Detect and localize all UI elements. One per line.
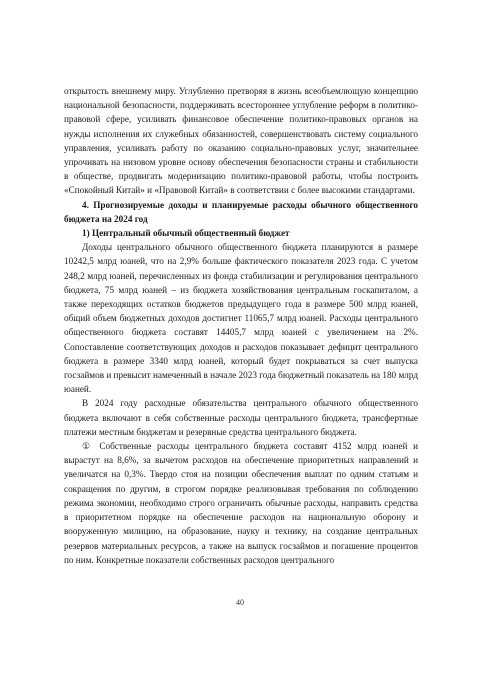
paragraph-expenditure-obligations: В 2024 году расходные обязательства центрального обычного общественного бюджета включают в себя собственные расходы центрального бюджета, трансфертные платежи местным бюджетам и резервные средства центрального бюджета. [64,398,418,437]
paragraph-own-expenditures: ① Собственные расходы центрального бюджета составят 4152 млрд юаней и вырастут на 8,6%, за вычетом расходов на обеспечение приоритетных направлений и увеличатся на 0,3%. Твердо стоя на позиции обеспечения выплат по одним статьям и сокращения по другим, в строгом порядке реализовывая требования по соблюдению режима экономии, необходимо строго ограничить обычные расходы, направить средства в приоритетном порядке на обеспечение расходов на национальную оборону и вооруженную милицию, на образование, науку и технику, на создание центральных резервов материальных ресурсов, а также на выпуск госзаймов и погашение процентов по ним. Конкретные показатели собственных расходов центрального [64,441,418,565]
section-heading-4: 4. Прогнозируемые доходы и планируемые расходы обычного общественного бюджета на 2024 год [64,199,418,224]
subsection-heading-1: 1) Центральный обычный общественный бюджет [82,228,290,239]
page-body [64,84,418,567]
paragraph-central-budget-revenues: Доходы центрального обычного общественного бюджета планируются в размере 10242,5 млрд юаней, что на 2,9% больше фактического показателя 2023 года. С учетом 248,2 млрд юаней, перечисленных из фонда стабилизации и регулирования центрального бюджета, 75 млрд юаней – из бюджета хозяйствования центральным госкапиталом, а также переходящих остатков бюджетов предыдущего года в размере 500 млрд юаней, общий объем бюджетных доходов достигнет 11065,7 млрд юаней. Расходы центрального общественного бюджета составят 14405,7 млрд юаней с увеличением на 2%. Сопоставление соответствующих доходов и расходов показывает дефицит центрального бюджета в размере 3340 млрд юаней, который будет покрываться за счет выпуска госзаймов и превысит намеченный в начале 2023 года бюджетный показатель на 180 млрд юаней. [64,242,418,395]
paragraph-security-continuation: открытость внешнему миру. Углубленно претворяя в жизнь всеобъемлющую концепцию национальной безопасности, поддерживать всестороннее углубление реформ в политико-правовой сфере, усиливать финансовое обеспечение политико-правовых органов на нужды исполнения их служебных обязанностей, совершенствовать систему социального управления, усиливать работу по оказанию социально-правовых услуг, значительнее упрочивать на низовом уровне основу обеспечения безопасности страны и стабильности в обществе, продвигать модернизацию политико-правовой работы, чтобы построить «Спокойный Китай» и «Правовой Китай» в соответствии с более высокими стандартами. [64,86,418,196]
page-number: 40 [236,598,244,607]
